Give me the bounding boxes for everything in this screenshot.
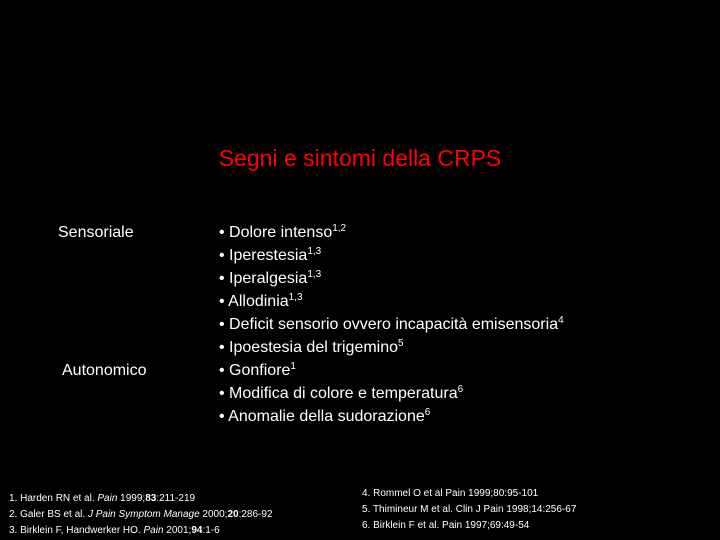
symptom-text: • Modifica di colore e temperatura <box>219 385 458 402</box>
symptom-item <box>219 244 564 267</box>
reference-item: 6. Birklein F et al. Pain 1997;69:49-54 <box>362 520 530 531</box>
symptom-item <box>219 313 564 336</box>
reference-volume: 94 <box>191 525 203 536</box>
reference-year: 1999; <box>117 493 146 504</box>
citation-superscript: 5 <box>398 338 404 349</box>
reference-year: 2000; <box>199 509 228 520</box>
reference-item <box>9 491 273 507</box>
symptom-text: • Ipoestesia del trigemino <box>219 339 399 356</box>
symptom-text: • Deficit sensorio ovvero incapacità emisensoria <box>219 316 559 333</box>
symptom-text: • Dolore intenso <box>219 224 333 241</box>
reference-volume: 20 <box>227 509 239 520</box>
category-sensoriale: Sensoriale <box>58 224 134 241</box>
autonomico-symptom-list <box>219 359 463 428</box>
symptom-item <box>219 382 463 405</box>
citation-superscript: 1,2 <box>332 223 347 234</box>
citation-superscript: 1 <box>290 361 296 372</box>
symptom-item <box>219 267 564 290</box>
citation-superscript: 6 <box>424 407 431 418</box>
reference-year: 2001; <box>163 525 192 536</box>
symptom-item <box>219 405 463 428</box>
symptom-text: • Iperestesia <box>219 247 308 264</box>
reference-pages: :211-219 <box>156 493 196 504</box>
citation-superscript: 1,3 <box>307 246 322 257</box>
reference-authors: 1. Harden RN et al. <box>9 493 98 504</box>
reference-journal: Pain <box>143 525 164 536</box>
symptom-text: • Gonfiore <box>219 362 291 379</box>
category-autonomico: Autonomico <box>62 362 147 379</box>
reference-authors: 2. Galer BS et al. <box>9 509 88 520</box>
reference-authors: 3. Birklein F, Handwerker HO. <box>9 525 144 536</box>
reference-journal: Pain <box>97 493 118 504</box>
reference-item <box>9 523 273 539</box>
citation-superscript: 1,3 <box>307 269 322 280</box>
reference-pages: :286-92 <box>238 509 273 520</box>
citation-superscript: 1,3 <box>288 292 303 303</box>
references-right <box>362 486 576 534</box>
references-left <box>9 491 273 539</box>
symptom-text: • Allodinia <box>219 293 289 310</box>
symptom-text: • Anomalie della sudorazione <box>219 408 425 425</box>
reference-item: 5. Thimineur M et al. Clin J Pain 1998;14:256-67 <box>362 504 577 515</box>
symptom-item <box>219 290 564 313</box>
sensoriale-symptom-list <box>219 221 564 359</box>
reference-volume: 83 <box>145 493 157 504</box>
citation-superscript: 6 <box>457 384 464 395</box>
symptom-item <box>219 359 463 382</box>
symptom-item <box>219 336 564 359</box>
citation-superscript: 4 <box>558 315 564 326</box>
reference-item <box>9 507 273 523</box>
reference-journal: J Pain Symptom Manage <box>87 509 200 520</box>
reference-pages: :1-6 <box>202 525 220 536</box>
symptom-item <box>219 221 564 244</box>
slide-title: Segni e sintomi della CRPS <box>218 145 502 171</box>
reference-item: 4. Rommel O et al Pain 1999;80:95-101 <box>362 488 539 499</box>
symptom-text: • Iperalgesia <box>219 270 308 287</box>
